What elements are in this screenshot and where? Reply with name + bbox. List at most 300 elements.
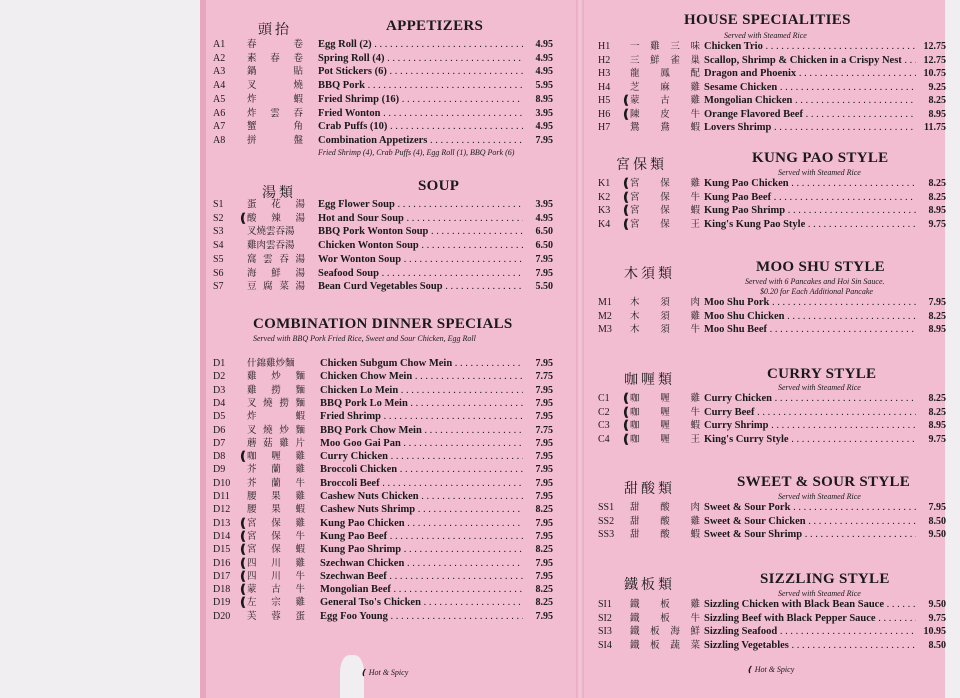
item-name: BBQ Pork Lo Mein . . .	[320, 397, 523, 411]
item-name: Combination Appetizers . . .	[318, 134, 523, 148]
item-code: D3	[213, 384, 226, 396]
item-price: 7.75	[535, 424, 553, 436]
menu-item-d20	[213, 610, 553, 624]
mooshu-title: MOO SHU STYLE	[756, 259, 885, 275]
appetizers-title: APPETIZERS	[386, 18, 484, 34]
item-name: Sizzling Chicken with Black Bean Sauce . . .	[704, 598, 916, 612]
item-name: King's Curry Style . . .	[704, 433, 916, 447]
item-chinese-name: 木 須 雞	[630, 310, 700, 322]
item-code: D20	[213, 610, 231, 622]
item-chinese-name: 腰 果 蝦	[247, 504, 305, 516]
item-price: 8.25	[928, 310, 946, 322]
hot-spicy-icon: ❪	[238, 582, 249, 597]
item-chinese-name: 叉 燒 撈 麵	[247, 397, 305, 409]
item-code: H6	[598, 108, 611, 120]
item-code: SS2	[598, 515, 615, 527]
item-name: Moo Shu Pork . . .	[704, 296, 916, 310]
item-price: 7.95	[928, 502, 946, 513]
appetizers-cn-heading: 頭抬	[258, 22, 292, 38]
mooshu-subtitle: Served with 6 Pancakes and Hoi Sin Sauce.	[745, 277, 885, 286]
item-name: Sizzling Beef with Black Pepper Sauce . . .	[704, 612, 916, 626]
menu-item-d12	[213, 503, 553, 517]
item-code: A1	[213, 39, 226, 50]
item-code: D15	[213, 544, 231, 556]
menu-item-a1	[213, 38, 553, 52]
sizzling-cn-heading: 鐵板類	[624, 577, 675, 593]
item-name: Bean Curd Vegetables Soup . . .	[318, 280, 523, 294]
item-chinese-name: 四 川 牛	[247, 570, 305, 582]
item-chinese-name: 甜 酸 肉	[630, 502, 700, 513]
soup-cn-heading: 湯類	[262, 185, 296, 201]
hot-spicy-icon: ❪	[238, 595, 249, 610]
hot-spicy-icon: ❪	[238, 542, 249, 557]
curry-cn-heading: 咖喱類	[624, 372, 675, 388]
item-price: 6.50	[535, 240, 553, 252]
item-price: 7.95	[535, 397, 553, 409]
item-chinese-name: 宮 保 王	[630, 218, 700, 230]
item-price: 6.50	[535, 226, 553, 238]
item-name: Chicken Trio . . .	[704, 40, 916, 54]
item-name: Hot and Sour Soup . . .	[318, 212, 523, 226]
item-name: BBQ Pork Chow Mein . . .	[320, 424, 523, 438]
item-name: BBQ Pork Wonton Soup . . .	[318, 225, 523, 239]
menu-item-si3	[598, 625, 946, 639]
item-chinese-name: 宮 保 雞	[630, 178, 700, 189]
item-name: Kung Pao Shrimp . . .	[704, 204, 916, 218]
item-chinese-name: 左 宗 雞	[247, 597, 305, 609]
item-chinese-name: 咖 喱 雞	[247, 451, 305, 463]
item-name: Sweet & Sour Shrimp . . .	[704, 528, 916, 542]
item-chinese-name: 蒙 古 牛	[247, 584, 305, 596]
item-code: A7	[213, 121, 226, 133]
item-chinese-name: 什錦雞炒麵	[247, 358, 295, 369]
hot-spicy-label: Hot & Spicy	[754, 665, 795, 674]
item-name: Moo Shu Chicken . . .	[704, 310, 916, 324]
menu-item-m2	[598, 310, 946, 324]
house-title: HOUSE SPECIALITIES	[684, 12, 851, 28]
item-price: 8.95	[535, 93, 553, 105]
item-price: 8.95	[928, 205, 946, 216]
item-price: 7.95	[535, 451, 553, 463]
item-name: Kung Pao Beef . . .	[320, 530, 523, 544]
item-chinese-name: 素 春 卷	[247, 52, 303, 64]
menu-item-s4	[213, 239, 553, 253]
item-price: 7.95	[535, 384, 553, 396]
item-name: Egg Foo Young . . .	[320, 610, 523, 624]
item-chinese-name: 腰 果 雞	[247, 491, 305, 502]
item-price: 9.75	[928, 612, 946, 624]
item-code: SI4	[598, 639, 612, 651]
item-chinese-name: 炸 雲 吞	[247, 107, 303, 119]
item-name: Curry Chicken . . .	[704, 392, 916, 406]
hot-spicy-icon: ❪	[621, 404, 632, 419]
item-name: Cashew Nuts Chicken . . .	[320, 490, 523, 504]
item-code: D10	[213, 477, 231, 489]
curry-subtitle: Served with Steamed Rice	[778, 383, 861, 392]
item-chinese-name: 叉 燒	[247, 80, 303, 92]
item-code: S4	[213, 240, 224, 252]
item-price: 7.95	[535, 491, 553, 502]
hot-spicy-icon: ❪	[238, 568, 249, 583]
item-code: K2	[598, 191, 611, 203]
item-code: H7	[598, 122, 611, 133]
item-name: Sesame Chicken . . .	[704, 81, 916, 95]
item-chinese-name: 豆 腐 菜 湯	[247, 281, 305, 293]
item-code: D6	[213, 424, 226, 436]
menu-item-h7	[598, 121, 946, 135]
kungpao-title: KUNG PAO STYLE	[752, 150, 889, 166]
menu-item-a7	[213, 120, 553, 134]
menu-item-a8	[213, 134, 553, 148]
item-name: Fried Shrimp . . .	[320, 410, 523, 424]
menu-item-d11	[213, 490, 553, 504]
combo-subtitle: Served with BBQ Pork Fried Rice, Sweet and Sour Chicken, Egg Roll	[253, 334, 476, 343]
item-chinese-name: 甜 酸 蝦	[630, 529, 700, 540]
item-price: 4.95	[535, 121, 553, 133]
menu-item-h1	[598, 40, 946, 54]
item-name: King's Kung Pao Style . . .	[704, 218, 916, 232]
item-code: SI3	[598, 626, 612, 637]
item-name: Crab Puffs (10) . . .	[318, 120, 523, 134]
item-price: 3.95	[535, 199, 553, 210]
menu-item-h4	[598, 81, 946, 95]
item-chinese-name: 雞 撈 麵	[247, 384, 305, 396]
item-code: C1	[598, 393, 610, 404]
menu-item-h5	[598, 94, 946, 108]
item-chinese-name: 木 須 牛	[630, 324, 700, 335]
item-name: Szechwan Beef . . .	[320, 570, 523, 584]
menu-item-h6	[598, 108, 946, 122]
item-name: BBQ Pork . . .	[318, 79, 523, 93]
item-chinese-name: 甜 酸 雞	[630, 515, 700, 527]
item-code: S5	[213, 253, 224, 265]
menu-item-d3	[213, 384, 553, 398]
item-chinese-name: 海 鮮 湯	[247, 267, 305, 279]
item-name: Scallop, Shrimp & Chicken in a Crispy Nest . . .	[704, 54, 916, 68]
item-price: 8.25	[928, 95, 946, 106]
item-name: Mongolian Chicken . . .	[704, 94, 916, 108]
item-price: 5.50	[535, 281, 553, 293]
item-code: K1	[598, 178, 611, 189]
item-chinese-name: 木 須 肉	[630, 297, 700, 308]
hot-spicy-legend-right: ❪ Hot & Spicy	[746, 665, 795, 674]
item-price: 8.25	[535, 504, 553, 516]
item-price: 8.25	[928, 406, 946, 418]
item-code: M2	[598, 310, 612, 322]
item-chinese-name: 鍋 貼	[247, 66, 303, 78]
menu-item-d13	[213, 517, 553, 531]
item-price: 7.95	[535, 530, 553, 542]
item-price: 7.95	[535, 358, 553, 369]
item-name: Chicken Subgum Chow Mein . . .	[320, 357, 523, 371]
item-name: Sweet & Sour Pork . . .	[704, 501, 916, 515]
menu-item-d14	[213, 530, 553, 544]
item-chinese-name: 鐵 板 雞	[630, 599, 700, 610]
item-code: H4	[598, 81, 611, 93]
item-chinese-name: 三 鮮 雀 巢	[630, 54, 700, 66]
menu-item-s6	[213, 267, 553, 281]
item-price: 12.75	[923, 54, 946, 66]
item-name: General Tso's Chicken . . .	[320, 596, 523, 610]
menu-item-s7	[213, 280, 553, 294]
item-code: A6	[213, 107, 226, 119]
menu-item-d19	[213, 596, 553, 610]
item-code: S3	[213, 226, 224, 238]
item-code: SS3	[598, 529, 615, 540]
item-code: D14	[213, 530, 231, 542]
item-code: K3	[598, 205, 611, 216]
item-chinese-name: 芥 蘭 牛	[247, 477, 305, 489]
item-price: 4.95	[535, 212, 553, 224]
item-chinese-name: 酸 辣 湯	[247, 212, 305, 224]
item-chinese-name: 叉 燒 炒 麵	[247, 424, 305, 436]
hot-spicy-icon: ❪	[238, 515, 249, 530]
menu-item-d15	[213, 543, 553, 557]
hot-spicy-icon: ❪	[621, 216, 632, 231]
item-chinese-name: 鐵 板 牛	[630, 612, 700, 624]
item-code: K4	[598, 218, 611, 230]
item-price: 7.95	[928, 297, 946, 308]
item-code: S6	[213, 267, 224, 279]
item-name: Orange Flavored Beef . . .	[704, 108, 916, 122]
item-chinese-name: 蛋 花 湯	[247, 199, 305, 210]
item-price: 7.95	[535, 517, 553, 529]
item-code: C4	[598, 433, 610, 445]
hot-spicy-icon: ❪	[621, 418, 632, 432]
item-chinese-name: 窩 雲 吞 湯	[247, 253, 305, 265]
item-name: Sizzling Seafood . . .	[704, 625, 916, 639]
menu-item-h2	[598, 54, 946, 68]
item-name: Fried Wonton . . .	[318, 107, 523, 121]
item-name: Szechwan Chicken . . .	[320, 557, 523, 571]
hot-spicy-icon: ❪	[621, 203, 632, 217]
item-price: 8.25	[535, 544, 553, 556]
menu-item-d9	[213, 463, 553, 477]
item-price: 4.95	[535, 52, 553, 64]
item-name: Sizzling Vegetables . . .	[704, 639, 916, 653]
item-price: 8.25	[535, 597, 553, 609]
kungpao-cn-heading: 宮保類	[616, 157, 667, 173]
item-price: 7.75	[535, 371, 553, 383]
item-code: S2	[213, 212, 224, 224]
item-chinese-name: 宮 保 雞	[247, 517, 305, 529]
hot-spicy-icon: ❪	[238, 528, 249, 543]
item-code: D19	[213, 597, 231, 609]
item-chinese-name: 宮 保 牛	[630, 191, 700, 203]
hot-spicy-icon: ❪	[621, 391, 632, 405]
menu-item-si2	[598, 612, 946, 626]
item-name: Sweet & Sour Chicken . . .	[704, 515, 916, 529]
page-edge	[200, 0, 206, 698]
menu-item-s2	[213, 212, 553, 226]
item-price: 8.25	[928, 191, 946, 203]
item-name: Chicken Chow Mein . . .	[320, 370, 523, 384]
menu-item-d18	[213, 583, 553, 597]
item-chinese-name: 雞 炒 麵	[247, 371, 305, 383]
item-chinese-name: 四 川 雞	[247, 557, 305, 569]
menu-item-h3	[598, 67, 946, 81]
menu-item-d4	[213, 397, 553, 411]
item-code: D16	[213, 557, 231, 569]
menu-item-c2	[598, 406, 946, 420]
sweetsour-title: SWEET & SOUR STYLE	[737, 474, 911, 490]
item-price: 7.95	[535, 134, 553, 146]
item-price: 10.75	[923, 68, 946, 79]
item-price: 4.95	[535, 39, 553, 50]
item-code: D18	[213, 584, 231, 596]
combo-title: COMBINATION DINNER SPECIALS	[253, 316, 513, 332]
menu-item-c1	[598, 392, 946, 406]
menu-item-d8	[213, 450, 553, 464]
item-name: Chicken Lo Mein . . .	[320, 384, 523, 398]
item-code: D13	[213, 517, 231, 529]
menu-item-ss1	[598, 501, 946, 515]
page-fold	[576, 0, 584, 698]
item-name: Wor Wonton Soup . . .	[318, 253, 523, 267]
menu-item-k3	[598, 204, 946, 218]
item-code: D2	[213, 371, 226, 383]
menu-item-s3	[213, 225, 553, 239]
sweetsour-subtitle: Served with Steamed Rice	[778, 492, 861, 501]
mooshu-subtitle-2: $0.20 for Each Additional Pancake	[760, 287, 873, 296]
menu-item-d10	[213, 477, 553, 491]
item-price: 9.50	[928, 599, 946, 610]
item-price: 9.50	[928, 529, 946, 540]
item-price: 7.95	[535, 557, 553, 569]
menu-item-m1	[598, 296, 946, 310]
item-code: D11	[213, 491, 230, 502]
item-name: Moo Shu Beef . . .	[704, 323, 916, 337]
item-code: H5	[598, 95, 611, 106]
item-chinese-name: 龍 鳳 配	[630, 68, 700, 79]
hot-spicy-icon: ❪	[621, 106, 632, 121]
menu-item-d17	[213, 570, 553, 584]
menu-item-ss2	[598, 515, 946, 529]
menu-item-k1	[598, 177, 946, 191]
item-code: C3	[598, 420, 610, 431]
hot-spicy-icon: ❪	[238, 555, 249, 570]
sizzling-title: SIZZLING STYLE	[760, 571, 890, 587]
item-name: Broccoli Chicken . . .	[320, 463, 523, 477]
item-chinese-name: 咖 喱 蝦	[630, 420, 700, 431]
item-code: A5	[213, 93, 226, 105]
item-price: 8.25	[928, 393, 946, 404]
item-chinese-name: 鐵 板 蔬 菜	[630, 639, 700, 651]
item-name: Kung Pao Chicken . . .	[320, 517, 523, 531]
hot-spicy-icon: ❪	[621, 93, 632, 107]
item-chinese-name: 咖 喱 雞	[630, 393, 700, 404]
item-chinese-name: 陳 皮 牛	[630, 108, 700, 120]
hot-spicy-icon: ❪	[238, 210, 249, 225]
item-code: A3	[213, 66, 226, 78]
item-price: 8.95	[928, 108, 946, 120]
item-price: 8.95	[928, 324, 946, 335]
item-price: 8.95	[928, 420, 946, 431]
item-price: 7.95	[535, 610, 553, 622]
item-chinese-name: 一 雞 三 味	[630, 41, 700, 52]
item-name: Chicken Wonton Soup . . .	[318, 239, 523, 253]
item-code: D12	[213, 504, 231, 516]
item-chinese-name: 宮 保 蝦	[630, 205, 700, 216]
item-code: C2	[598, 406, 610, 418]
item-code: D1	[213, 358, 226, 369]
menu-item-k2	[598, 191, 946, 205]
item-name: Fried Shrimp (16) . . .	[318, 93, 523, 107]
item-price: 7.95	[535, 437, 553, 449]
item-chinese-name: 叉燒雲吞湯	[247, 226, 295, 238]
item-price: 9.75	[928, 218, 946, 230]
hot-spicy-legend-left: ❪ Hot & Spicy	[360, 668, 409, 677]
item-chinese-name: 炸 蝦	[247, 411, 305, 423]
menu-item-d6	[213, 424, 553, 438]
item-chinese-name: 鐵 板 海 鮮	[630, 626, 700, 637]
menu-item-d7	[213, 437, 553, 451]
menu-item-ss3	[598, 528, 946, 542]
menu-item-s1	[213, 198, 553, 212]
item-name: Broccoli Beef . . .	[320, 477, 523, 491]
item-price: 7.95	[535, 411, 553, 423]
item-name: Kung Pao Shrimp . . .	[320, 543, 523, 557]
item-code: D17	[213, 570, 231, 582]
item-code: A8	[213, 134, 226, 146]
hot-spicy-label: Hot & Spicy	[368, 668, 409, 677]
item-code: H1	[598, 41, 611, 52]
item-name: Lovers Shrimp . . .	[704, 121, 916, 135]
item-code: A2	[213, 52, 226, 64]
item-chinese-name: 蒙 古 雞	[630, 95, 700, 106]
kungpao-subtitle: Served with Steamed Rice	[778, 168, 861, 177]
menu-item-s5	[213, 253, 553, 267]
item-name: Egg Flower Soup . . .	[318, 198, 523, 212]
menu-item-k4	[598, 218, 946, 232]
menu-item-si4	[598, 639, 946, 653]
curry-title: CURRY STYLE	[767, 366, 877, 382]
item-name: Curry Beef . . .	[704, 406, 916, 420]
item-price: 7.95	[535, 267, 553, 279]
item-price: 8.25	[535, 584, 553, 596]
item-price: 10.95	[923, 626, 946, 637]
menu-item-c4	[598, 433, 946, 447]
item-name: Curry Chicken . . .	[320, 450, 523, 464]
item-price: 8.25	[928, 178, 946, 189]
item-price: 8.50	[928, 639, 946, 651]
item-chinese-name: 雞肉雲吞湯	[247, 240, 295, 252]
item-code: M3	[598, 324, 612, 335]
item-code: SS1	[598, 502, 615, 513]
item-name: Kung Pao Beef . . .	[704, 191, 916, 205]
soup-title: SOUP	[418, 178, 460, 194]
item-name: Dragon and Phoenix . . .	[704, 67, 916, 81]
item-name: Mongolian Beef . . .	[320, 583, 523, 597]
item-price: 9.75	[928, 433, 946, 445]
house-subtitle: Served with Steamed Rice	[724, 31, 807, 40]
menu-item-c3	[598, 419, 946, 433]
item-name: Moo Goo Gai Pan . . .	[320, 437, 523, 451]
item-chinese-name: 宮 保 蝦	[247, 544, 305, 556]
sweetsour-cn-heading: 甜酸類	[624, 481, 675, 497]
item-code: M1	[598, 297, 612, 308]
menu-item-d1	[213, 357, 553, 371]
menu-item-d2	[213, 370, 553, 384]
item-price: 11.75	[924, 122, 946, 133]
item-price: 9.25	[928, 81, 946, 93]
item-code: D5	[213, 411, 226, 423]
item-code: S7	[213, 281, 224, 293]
menu-item-a4	[213, 79, 553, 93]
hot-spicy-icon: ❪	[621, 189, 632, 204]
menu-item-m3	[598, 323, 946, 337]
item-name: Kung Pao Chicken . . .	[704, 177, 916, 191]
